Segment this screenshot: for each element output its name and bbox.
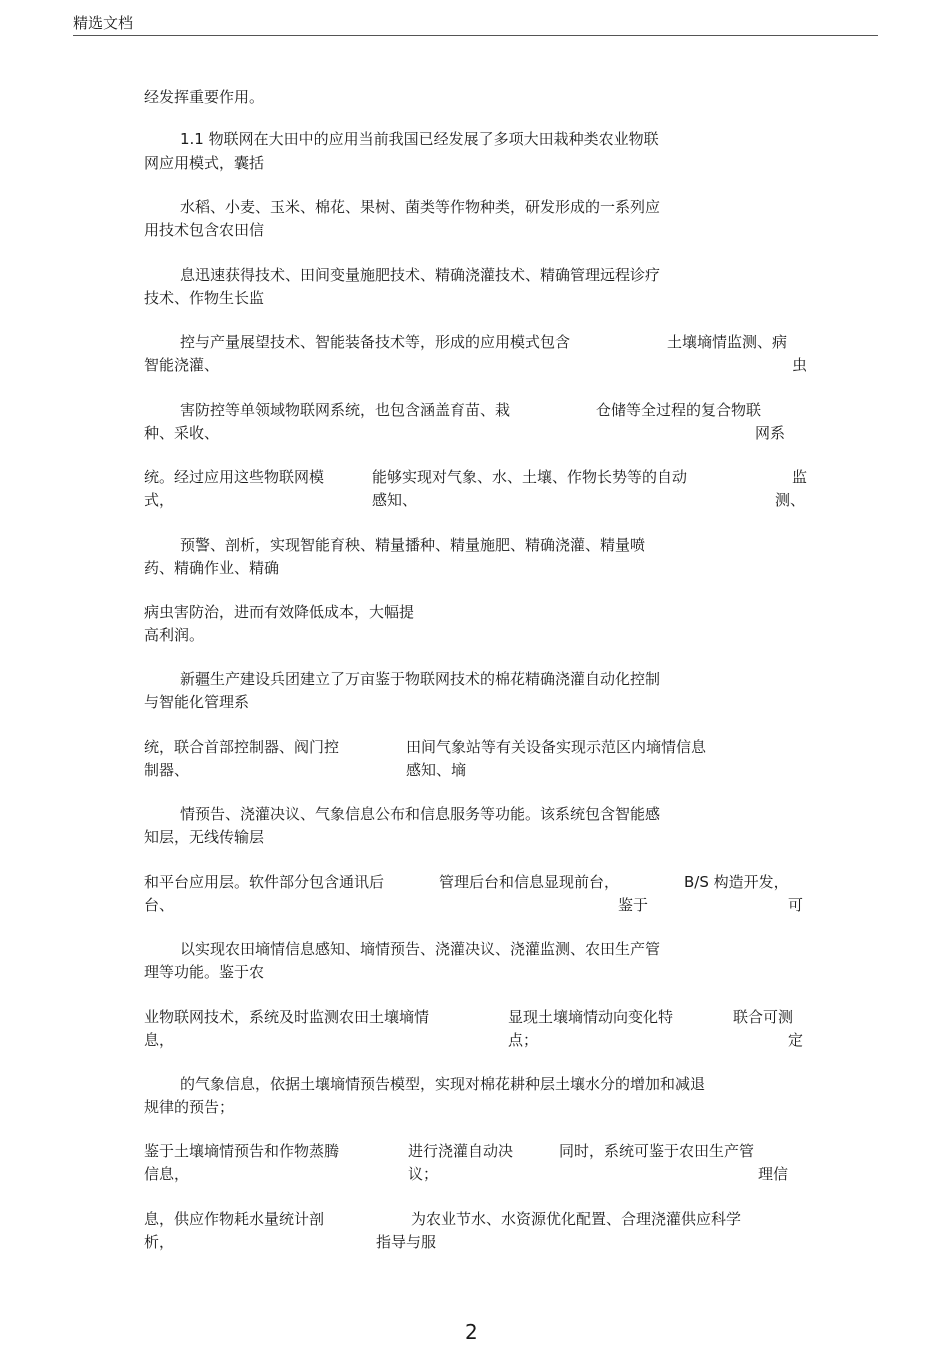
text-line: 理信 [758,1165,789,1183]
text-line: 网系 [755,424,786,442]
text-line: 预警、剖析，实现智能育秧、精量播种、精量施肥、精确浇灌、精量喷 [180,536,646,554]
text-line: 业物联网技术，系统及时监测农田土壤墒情 [144,1008,430,1026]
text-line: 情预告、浇灌决议、气象信息公布和信息服务等功能。该系统包含智能感 [180,805,661,823]
text-line: 鉴于 [618,896,649,914]
text-line: 监 [792,468,808,486]
text-line: 知层，无线传输层 [144,828,265,846]
text-line: 药、精确作业、精确 [144,559,280,577]
text-line: B/S 构造开发， [684,873,789,891]
text-line: 式， [144,491,175,509]
text-line: 与智能化管理系 [144,693,250,711]
text-line: 息， [144,1031,175,1049]
text-line: 同时，系统可鉴于农田生产管 [559,1142,755,1160]
text-line: 台、 [144,896,175,914]
text-line: 新疆生产建设兵团建立了万亩鉴于物联网技术的棉花精确浇灌自动化控制 [180,670,661,688]
text-line: 统。经过应用这些物联网模 [144,468,325,486]
text-line: 病虫害防治，进而有效降低成本，大幅提 [144,603,415,621]
text-line: 管理后台和信息显现前台， [439,873,620,891]
text-line: 为农业节水、水资源优化配置、合理浇灌供应科学 [411,1210,742,1228]
text-line: 1.1 物联网在大田中的应用当前我国已经发展了多项大田栽种类农业物联 [180,130,659,148]
text-line: 技术、作物生长监 [144,289,265,307]
text-line: 定 [788,1031,804,1049]
text-line: 田间气象站等有关设备实现示范区内墒情信息 [406,738,707,756]
text-line: 感知、墒 [406,761,467,779]
text-line: 虫 [792,356,808,374]
text-line: 联合可测 [733,1008,794,1026]
page-header-title: 精选文档 [73,14,134,32]
text-line: 害防控等单领域物联网系统，也包含涵盖育苗、栽 [180,401,511,419]
text-line: 控与产量展望技术、智能装备技术等，形成的应用模式包含 [180,333,571,351]
text-line: 高利润。 [144,626,205,644]
text-line: 指导与服 [376,1233,437,1251]
text-line: 仓储等全过程的复合物联 [596,401,762,419]
text-line: 息，供应作物耗水量统计剖 [144,1210,325,1228]
text-line: 种、采收、 [144,424,220,442]
text-line: 统，联合首部控制器、阀门控 [144,738,340,756]
text-line: 能够实现对气象、水、土壤、作物长势等的自动 [372,468,688,486]
text-line: 制器、 [144,761,190,779]
text-line: 进行浇灌自动决 [408,1142,514,1160]
text-line: 土壤墒情监测、病 [667,333,788,351]
text-line: 的气象信息，依据土壤墒情预告模型，实现对棉花耕种层土壤水分的增加和减退 [180,1075,706,1093]
text-line: 信息， [144,1165,190,1183]
text-line: 经发挥重要作用。 [144,88,265,106]
text-line: 感知、 [372,491,418,509]
text-line: 议； [408,1165,439,1183]
text-line: 网应用模式，囊括 [144,154,265,172]
text-line: 智能浇灌、 [144,356,220,374]
text-line: 点； [508,1031,539,1049]
header-rule [73,35,878,36]
text-line: 以实现农田墒情信息感知、墒情预告、浇灌决议、浇灌监测、农田生产管 [180,940,661,958]
text-line: 理等功能。鉴于农 [144,963,265,981]
text-line: 水稻、小麦、玉米、棉花、果树、菌类等作物种类，研发形成的一系列应 [180,198,661,216]
text-line: 析， [144,1233,175,1251]
text-line: 和平台应用层。软件部分包含通讯后 [144,873,385,891]
text-line: 显现土壤墒情动向变化特 [508,1008,674,1026]
text-line: 用技术包含农田信 [144,221,265,239]
page-number: 2 [465,1320,478,1344]
text-line: 规律的预告； [144,1098,235,1116]
text-line: 测、 [775,491,806,509]
text-line: 鉴于土壤墒情预告和作物蒸腾 [144,1142,340,1160]
text-line: 可 [788,896,804,914]
text-line: 息迅速获得技术、田间变量施肥技术、精确浇灌技术、精确管理远程诊疗 [180,266,661,284]
